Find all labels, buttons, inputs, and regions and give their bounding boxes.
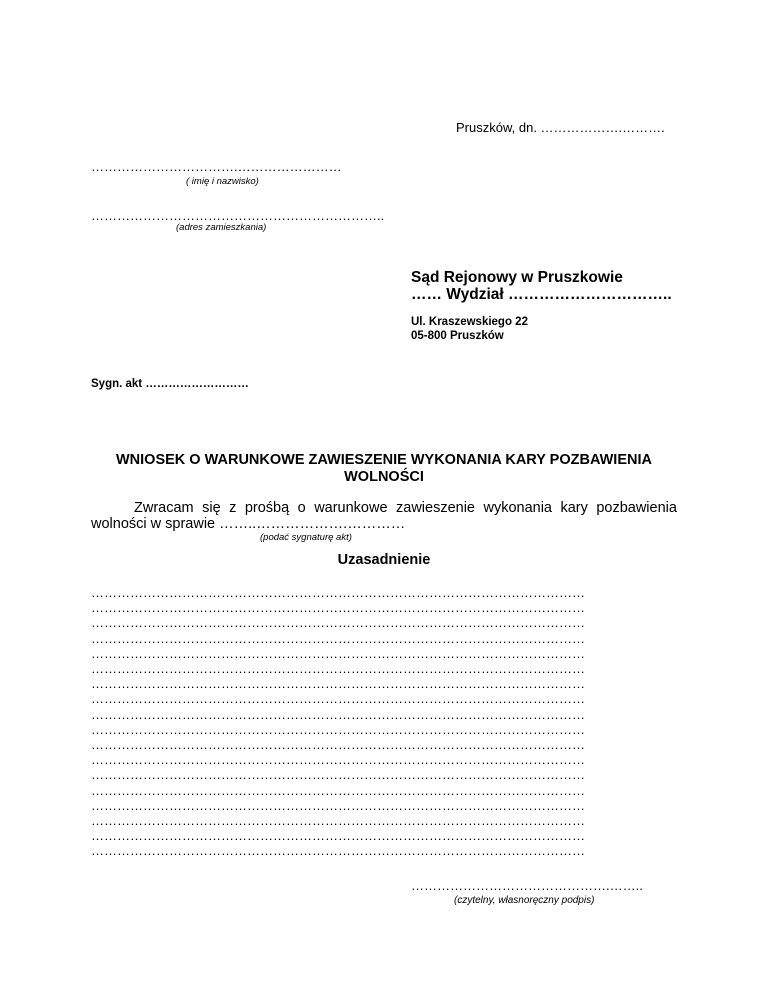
justification-line[interactable]: …………………………………………………………………………………………………… <box>91 721 585 737</box>
address-field[interactable]: ………………………………………………………….. <box>91 208 385 223</box>
justification-line[interactable]: …………………………………………………………………………………………………… <box>91 752 585 768</box>
request-word: prośbą <box>244 500 290 516</box>
signature-label: (czytelny, własnoręczny podpis) <box>454 895 595 906</box>
case-number-hint: (podać sygnaturę akt) <box>260 532 352 543</box>
justification-line[interactable]: …………………………………………………………………………………………………… <box>91 645 585 661</box>
case-signature-field[interactable]: Sygn. akt ……………………… <box>91 378 249 390</box>
request-word: z <box>229 500 237 516</box>
document-title: WNIOSEK O WARUNKOWE ZAWIESZENIE WYKONANIA KARY POZBAWIENIA WOLNOŚCI <box>116 452 652 485</box>
court-city: 05-800 Pruszków <box>411 330 504 342</box>
justification-line[interactable]: …………………………………………………………………………………………………… <box>91 797 585 813</box>
court-street: Ul. Kraszewskiego 22 <box>411 316 528 328</box>
request-line-2[interactable]: wolności w sprawie ……..……………….………… <box>91 516 406 532</box>
justification-line[interactable]: …………………………………………………………………………………………………… <box>91 813 585 829</box>
justification-line[interactable]: …………………………………………………………………………………………………… <box>91 843 585 859</box>
place-date-line[interactable]: Pruszków, dn. ……………….………. <box>456 120 665 135</box>
justification-line[interactable]: …………………………………………………………………………………………………… <box>91 782 585 798</box>
justification-line[interactable]: …………………………………………………………………………………………………… <box>91 600 585 616</box>
address-field-label: (adres zamieszkania) <box>176 222 267 233</box>
justification-line[interactable]: …………………………………………………………………………………………………… <box>91 706 585 722</box>
request-word: zawieszenie <box>396 500 475 516</box>
justification-line[interactable]: …………………………………………………………………………………………………… <box>91 828 585 844</box>
justification-line[interactable]: …………………………………………………………………………………………………… <box>91 676 585 692</box>
justification-line[interactable]: …………………………………………………………………………………………………… <box>91 615 585 631</box>
justification-heading: Uzasadnienie <box>337 552 431 568</box>
request-word: warunkowe <box>314 500 388 516</box>
justification-lines[interactable] <box>91 585 677 859</box>
justification-line[interactable]: …………………………………………………………………………………………………… <box>91 661 585 677</box>
name-field-label: ( imię i nazwisko) <box>186 176 259 187</box>
justification-line[interactable]: …………………………………………………………………………………………………… <box>91 691 585 707</box>
court-department-field[interactable]: …… Wydział ………………………….. <box>411 286 672 303</box>
name-field[interactable]: …………………………….…………………… <box>91 159 342 174</box>
court-name: Sąd Rejonowy w Pruszkowie <box>411 269 623 286</box>
request-word: Zwracam <box>134 500 194 516</box>
justification-line[interactable]: …………………………………………………………………………………………………… <box>91 630 585 646</box>
request-word: wykonania <box>483 500 552 516</box>
justification-line[interactable]: …………………………………………………………………………………………………… <box>91 767 585 783</box>
justification-line[interactable]: …………………………………………………………………………………………………… <box>91 737 585 753</box>
request-word: o <box>297 500 306 516</box>
request-line-1 <box>134 500 677 516</box>
signature-field[interactable]: ……………………………………….…….. <box>411 878 643 893</box>
request-word: pozbawienia <box>596 500 677 516</box>
request-word: kary <box>560 500 588 516</box>
request-word: się <box>202 500 221 516</box>
justification-line[interactable]: …………………………………………………………………………………………………… <box>91 585 585 600</box>
